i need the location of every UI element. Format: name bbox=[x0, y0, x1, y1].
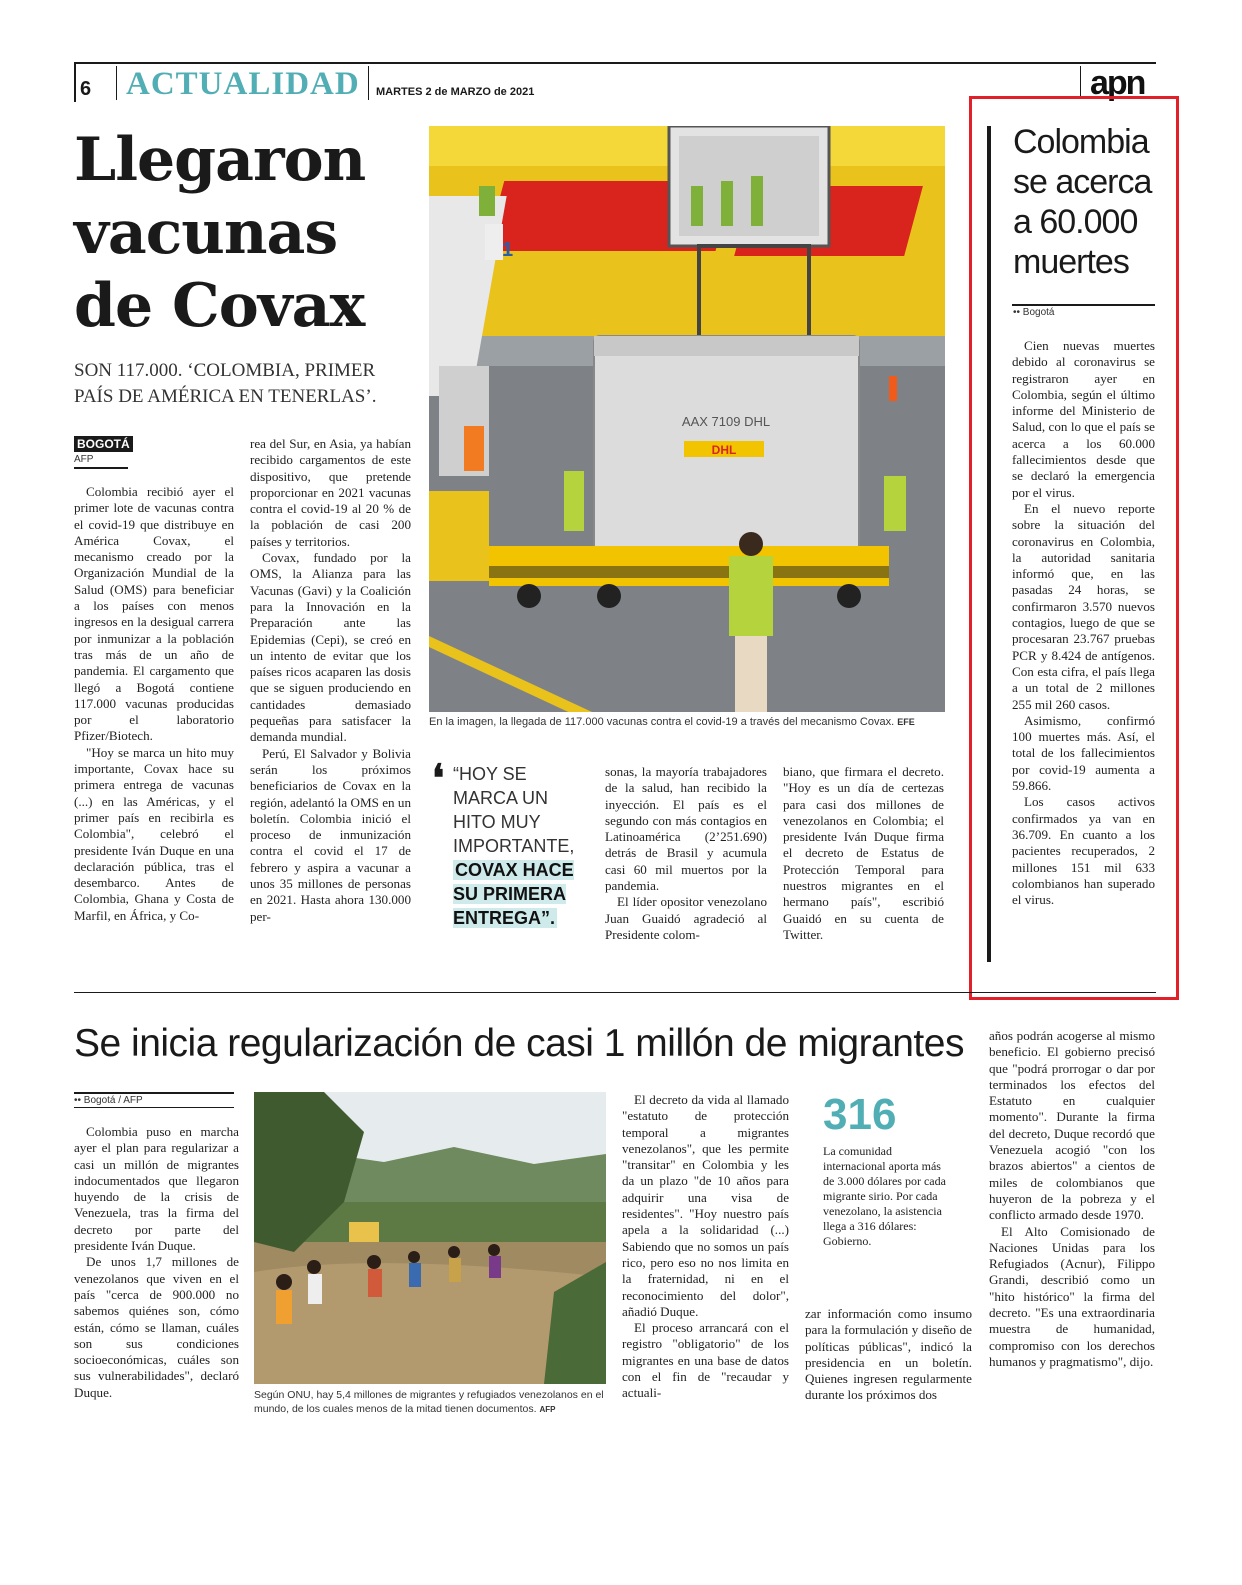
section-divider bbox=[74, 992, 1156, 993]
photo-credit: AFP bbox=[539, 1405, 556, 1414]
paragraph: El líder opositor venezolano Juan Guaidó agradeció al Presidente colom- bbox=[605, 894, 767, 942]
article-column-2 bbox=[250, 436, 411, 925]
headline-line: de Covax bbox=[74, 271, 365, 342]
stat-number: 316 bbox=[823, 1090, 897, 1139]
pull-quote-highlight: COVAX HACE SU PRIMERA ENTREGA”. bbox=[453, 860, 574, 928]
paragraph: Colombia puso en marcha ayer el plan para regularizar a casi un millón de migrantes indocumentados que llegaron huyendo de la crisis de Venezuela, tras la firma del decreto por parte del presidente Iván Duque. bbox=[74, 1124, 239, 1254]
paragraph: zar información como insumo para la formulación y diseño de políticas públicas", indicó la presidencia en un boletín. Quienes ingresen regularmente durante los próximos dos bbox=[805, 1306, 972, 1403]
photo-caption bbox=[254, 1388, 606, 1417]
header-left-bar bbox=[74, 62, 76, 102]
container-brand-label: DHL bbox=[711, 443, 737, 457]
dateline-source: AFP bbox=[74, 454, 128, 469]
migrants-river-photo bbox=[254, 1092, 606, 1384]
paragraph: "Hoy se marca un hito muy importante, Covax hace su primera entrega de vacunas (...) en las Américas, y el primer país en recibirla es Colombia", celebró el presidente Iván Duque en una declaración pública, tras el desembarco. Antes de Colombia, Ghana y Costa de Marfil, en África, y Co- bbox=[74, 744, 234, 923]
dateline-rule bbox=[74, 1107, 234, 1108]
paragraph: sonas, la mayoría trabajadores de la salud, han recibido la inyección. El país es el segundo con más contagios en Latinoamérica (2’251.690) detrás de Brasil y acumula casi 60 mil muertos por la pandemia. bbox=[605, 764, 767, 894]
header-separator bbox=[368, 66, 369, 100]
newspaper-logo: apn bbox=[1090, 64, 1145, 102]
dateline-city: BOGOTÁ bbox=[74, 436, 133, 452]
header-separator bbox=[1080, 66, 1081, 96]
paragraph: El decreto da vida al llamado "estatuto de protección temporal a migrantes venezolanos", que les permite "transitar" en Colombia y les da un plazo "de 10 años para adquirir una visa de residentes". "Hoy nuestro país apela a la solidaridad (...) Sabiendo que no somos un país rico, pero eso no nos limita en la fraternidad, ni en el reconocimiento del dolor", añadió Duque. bbox=[622, 1092, 789, 1319]
issue-date: MARTES 2 de MARZO de 2021 bbox=[376, 86, 535, 98]
sidebar-rule bbox=[1012, 304, 1155, 306]
paragraph: Asimismo, confirmó 100 muertes más. Así, el total de los fallecimientos por covid-19 aumenta a 59.866. bbox=[1012, 712, 1155, 794]
paragraph: El proceso arrancará con el registro "obligatorio" de los migrantes en una base de datos con el fin de "recaudar y actuali- bbox=[622, 1320, 789, 1401]
sidebar-dateline: •• Bogotá bbox=[1013, 307, 1055, 318]
main-headline bbox=[74, 124, 434, 344]
paragraph: biano, que firmara el decreto. "Hoy es un día de certezas para casi dos millones de venezolanos en Colombia; el presidente Iván Duque firma el decreto de Estatus de Protección Temporal para nuestros migrantes en el hermano país", escribió Guaidó en su cuenta de Twitter. bbox=[783, 764, 944, 942]
main-dateline bbox=[74, 433, 133, 469]
stat-description: La comunidad internacional aporta más de 3.000 dólares por cada migrante sirio. Por cada venezolano, la asistencia llega a 316 dólares: Gobierno. bbox=[823, 1144, 946, 1248]
article-column-4 bbox=[783, 764, 944, 943]
page-number: 6 bbox=[80, 78, 92, 100]
article-column-5 bbox=[74, 1124, 239, 1401]
caption-text: En la imagen, la llegada de 117.000 vacunas contra el covid-19 a través del mecanismo Covax. bbox=[429, 716, 895, 728]
paragraph: rea del Sur, en Asia, ya habían recibido cargamentos de este dispositivo, que pretende proporcionar en 2021 vacunas contra el covid-19 al 20 % de la población de casi 200 países y territorios. bbox=[250, 436, 411, 549]
main-subhead: SON 117.000. ‘COLOMBIA, PRIMER PAÍS DE AMÉRICA EN TENERLAS’. bbox=[74, 360, 377, 407]
article-column-6 bbox=[622, 1092, 789, 1402]
section-title: ACTUALIDAD bbox=[126, 66, 360, 102]
vaccine-arrival-photo bbox=[429, 126, 945, 712]
article-column-7 bbox=[805, 1306, 972, 1404]
paragraph: De unos 1,7 millones de venezolanos que viven en el país "cerca de 900.000 no sabemos quiénes son, cómo están, cómo se llaman, cuáles son sus condiciones socioeconómicas, cuáles son sus vulnerabilidades", declaró Duque. bbox=[74, 1254, 239, 1400]
paragraph: Los casos activos confirmados ya van en 36.709. En cuanto a los pacientes recuperados, 2 millones 151 mil 633 colombianos han superado el virus. bbox=[1012, 794, 1155, 908]
paragraph: Cien nuevas muertes debido al coronavirus se registraron ayer en Colombia, según el último informe del Ministerio de Salud, con lo que el país se acerca a los 60.000 fallecimientos desde que se declaró la emergencia por el virus. bbox=[1012, 338, 1155, 500]
headline-line: Llegaron bbox=[74, 125, 366, 195]
article-column-8 bbox=[989, 1028, 1155, 1370]
caption-text: Según ONU, hay 5,4 millones de migrantes y refugiados venezolanos en el mundo, de los cuales menos de la mitad tienen documentos. bbox=[254, 1389, 604, 1415]
container-id-label: AAX 7109 DHL bbox=[681, 414, 771, 429]
header-separator bbox=[116, 66, 117, 100]
pull-quote bbox=[453, 762, 583, 930]
paragraph: Covax, fundado por la OMS, la Alianza para las Vacunas (Gavi) y la Coalición para la Innovación en la Preparación ante las Epidemias (Cepi), se creó en un intento de evitar que los países ricos acaparen las dosis que se siguen produciendo en cantidades demasiado pequeñas para satisfacer la demanda mundial. bbox=[250, 550, 411, 745]
article-column-3 bbox=[605, 764, 767, 943]
header-rule bbox=[74, 62, 1156, 64]
photo-caption bbox=[429, 716, 945, 728]
second-headline: Se inicia regularización de casi 1 millón de migrantes bbox=[74, 1022, 964, 1065]
paragraph: Colombia recibió ayer el primer lote de vacunas contra el covid-19 que distribuye en América Covax, el mecanismo creado por la Organización Mundial de la Salud (OMS) para beneficiar a los países con menos ingresos en la desigual carrera por inmunizar a la población tras más de un año de pandemia. El cargamento que llegó a Bogotá contiene 117.000 vacunas producidas por el laboratorio Pfizer/Biotech. bbox=[74, 484, 234, 744]
photo-credit: EFE bbox=[897, 717, 915, 727]
sidebar-bar bbox=[987, 126, 991, 962]
stairs-number: 1 bbox=[502, 239, 514, 261]
paragraph: años podrán acogerse al mismo beneficio. El gobierno precisó que "podrá prorrogar o dar por terminados los efectos del Estatuto en cualquier momento". Durante la firma del decreto, Duque recordó que Venezuela acogió "con los brazos abiertos" a cientos de miles de colombianos que huyeron de la pobreza y el conflicto armado desde 1970. bbox=[989, 1028, 1155, 1223]
article-column-1 bbox=[74, 484, 234, 924]
sidebar-headline: Colombia se acerca a 60.000 muertes bbox=[1013, 123, 1152, 281]
headline-line: vacunas bbox=[74, 198, 338, 269]
paragraph: En el nuevo reporte sobre la situación del coronavirus en Colombia, la autoridad sanitaria informó que, en las pasadas 24 horas, se confirmaron 3.570 nuevos contagios, luego de que se procesaran 23.767 pruebas PCR y 8.424 de antígenos. Con esta cifra, el país llega a un total de 2 millones 255 mil 260 casos. bbox=[1012, 500, 1155, 712]
paragraph: El Alto Comisionado de Naciones Unidas para los Refugiados (Acnur), Filippo Grandi, describió como un "hito histórico" la firma del decreto. "Es una extraordinaria muestra de humanidad, compromiso con los derechos humanos y pragmatismo", dijo. bbox=[989, 1223, 1155, 1369]
pull-quote-text: “HOY SE MARCA UN HITO MUY IMPORTANTE, bbox=[453, 764, 575, 856]
sidebar-body bbox=[1012, 338, 1155, 908]
quote-mark-icon: ❛ bbox=[432, 758, 445, 800]
paragraph: Perú, El Salvador y Bolivia serán los próximos beneficiarios de Covax en la región, adelantó la OMS en un boletín. Colombia inició el proceso de inmunización contra el covid el 17 de febrero y aspira a vacunar a unos 35 millones de personas en 2021. Hasta ahora 130.000 per- bbox=[250, 745, 411, 924]
second-dateline: •• Bogotá / AFP bbox=[74, 1092, 234, 1106]
